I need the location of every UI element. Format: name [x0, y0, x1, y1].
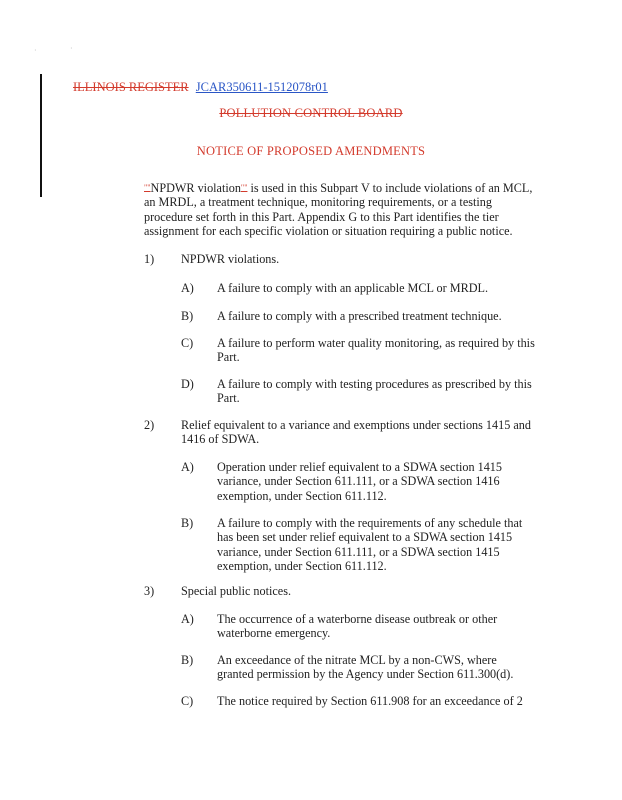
quote-mark-close: "" [240, 183, 248, 192]
item-text: A failure to comply with an applicable MCL or MRDL. [217, 281, 489, 295]
section-heading: Relief equivalent to a variance and exemptions under sections 1415 and 1416 of SDWA. [181, 418, 531, 447]
item-number: A) [181, 612, 194, 626]
item-text: The occurrence of a waterborne disease outbreak or other waterborne emergency. [217, 612, 498, 641]
item-text: A failure to comply with testing procedures as prescribed by this Part. [217, 377, 532, 406]
section-number: 2) [144, 418, 155, 432]
scan-mark: · [34, 46, 37, 55]
item-text: A failure to comply with the requirements of any schedule that has been set under relief equivalent to a SDWA section 1415 variance, under Section 611.111, or a SDWA section 1415 exemption, under Section 611.112. [217, 516, 523, 574]
intro-text: is used in this Subpart V to include violations of an MCL, an MRDL, a treatment technique, monitoring requirements, or a testing procedure set forth in this Part. Appendix G to this Part identifies the tier assignment for each specific violation or situation requiring a public notice. [144, 181, 533, 239]
intro-term: NPDWR violation [150, 181, 241, 195]
change-bar [40, 74, 42, 197]
scan-mark: · [70, 44, 73, 53]
item-text: The notice required by Section 611.908 for an exceedance of 2 [217, 694, 523, 708]
running-header [73, 80, 328, 95]
item-text: An exceedance of the nitrate MCL by a non-CWS, where granted permission by the Agency under Section 611.300(d). [217, 653, 514, 682]
section-heading: NPDWR violations. [181, 252, 280, 266]
item-number: C) [181, 336, 194, 350]
section-number: 3) [144, 584, 155, 598]
notice-title: NOTICE OF PROPOSED AMENDMENTS [196, 144, 426, 158]
item-number: B) [181, 516, 194, 530]
item-text: A failure to perform water quality monitoring, as required by this Part. [217, 336, 535, 365]
header-struck-text: ILLINOIS REGISTER [73, 80, 189, 94]
section-heading: Special public notices. [181, 584, 291, 598]
item-number: D) [181, 377, 194, 391]
item-number: C) [181, 694, 194, 708]
item-number: A) [181, 460, 194, 474]
section-number: 1) [144, 252, 155, 266]
intro-paragraph [144, 181, 534, 239]
item-number: B) [181, 309, 194, 323]
item-number: B) [181, 653, 194, 667]
item-text: Operation under relief equivalent to a SDWA section 1415 variance, under Section 611.111, or a SDWA section 1416 exemption, under Section 611.112. [217, 460, 502, 503]
item-number: A) [181, 281, 194, 295]
quote-mark-open: "" [144, 183, 151, 192]
board-title: POLLUTION CONTROL BOARD [219, 106, 403, 120]
header-inserted-text: JCAR350611-1512078r01 [195, 80, 328, 94]
item-text: A failure to comply with a prescribed treatment technique. [217, 309, 502, 323]
